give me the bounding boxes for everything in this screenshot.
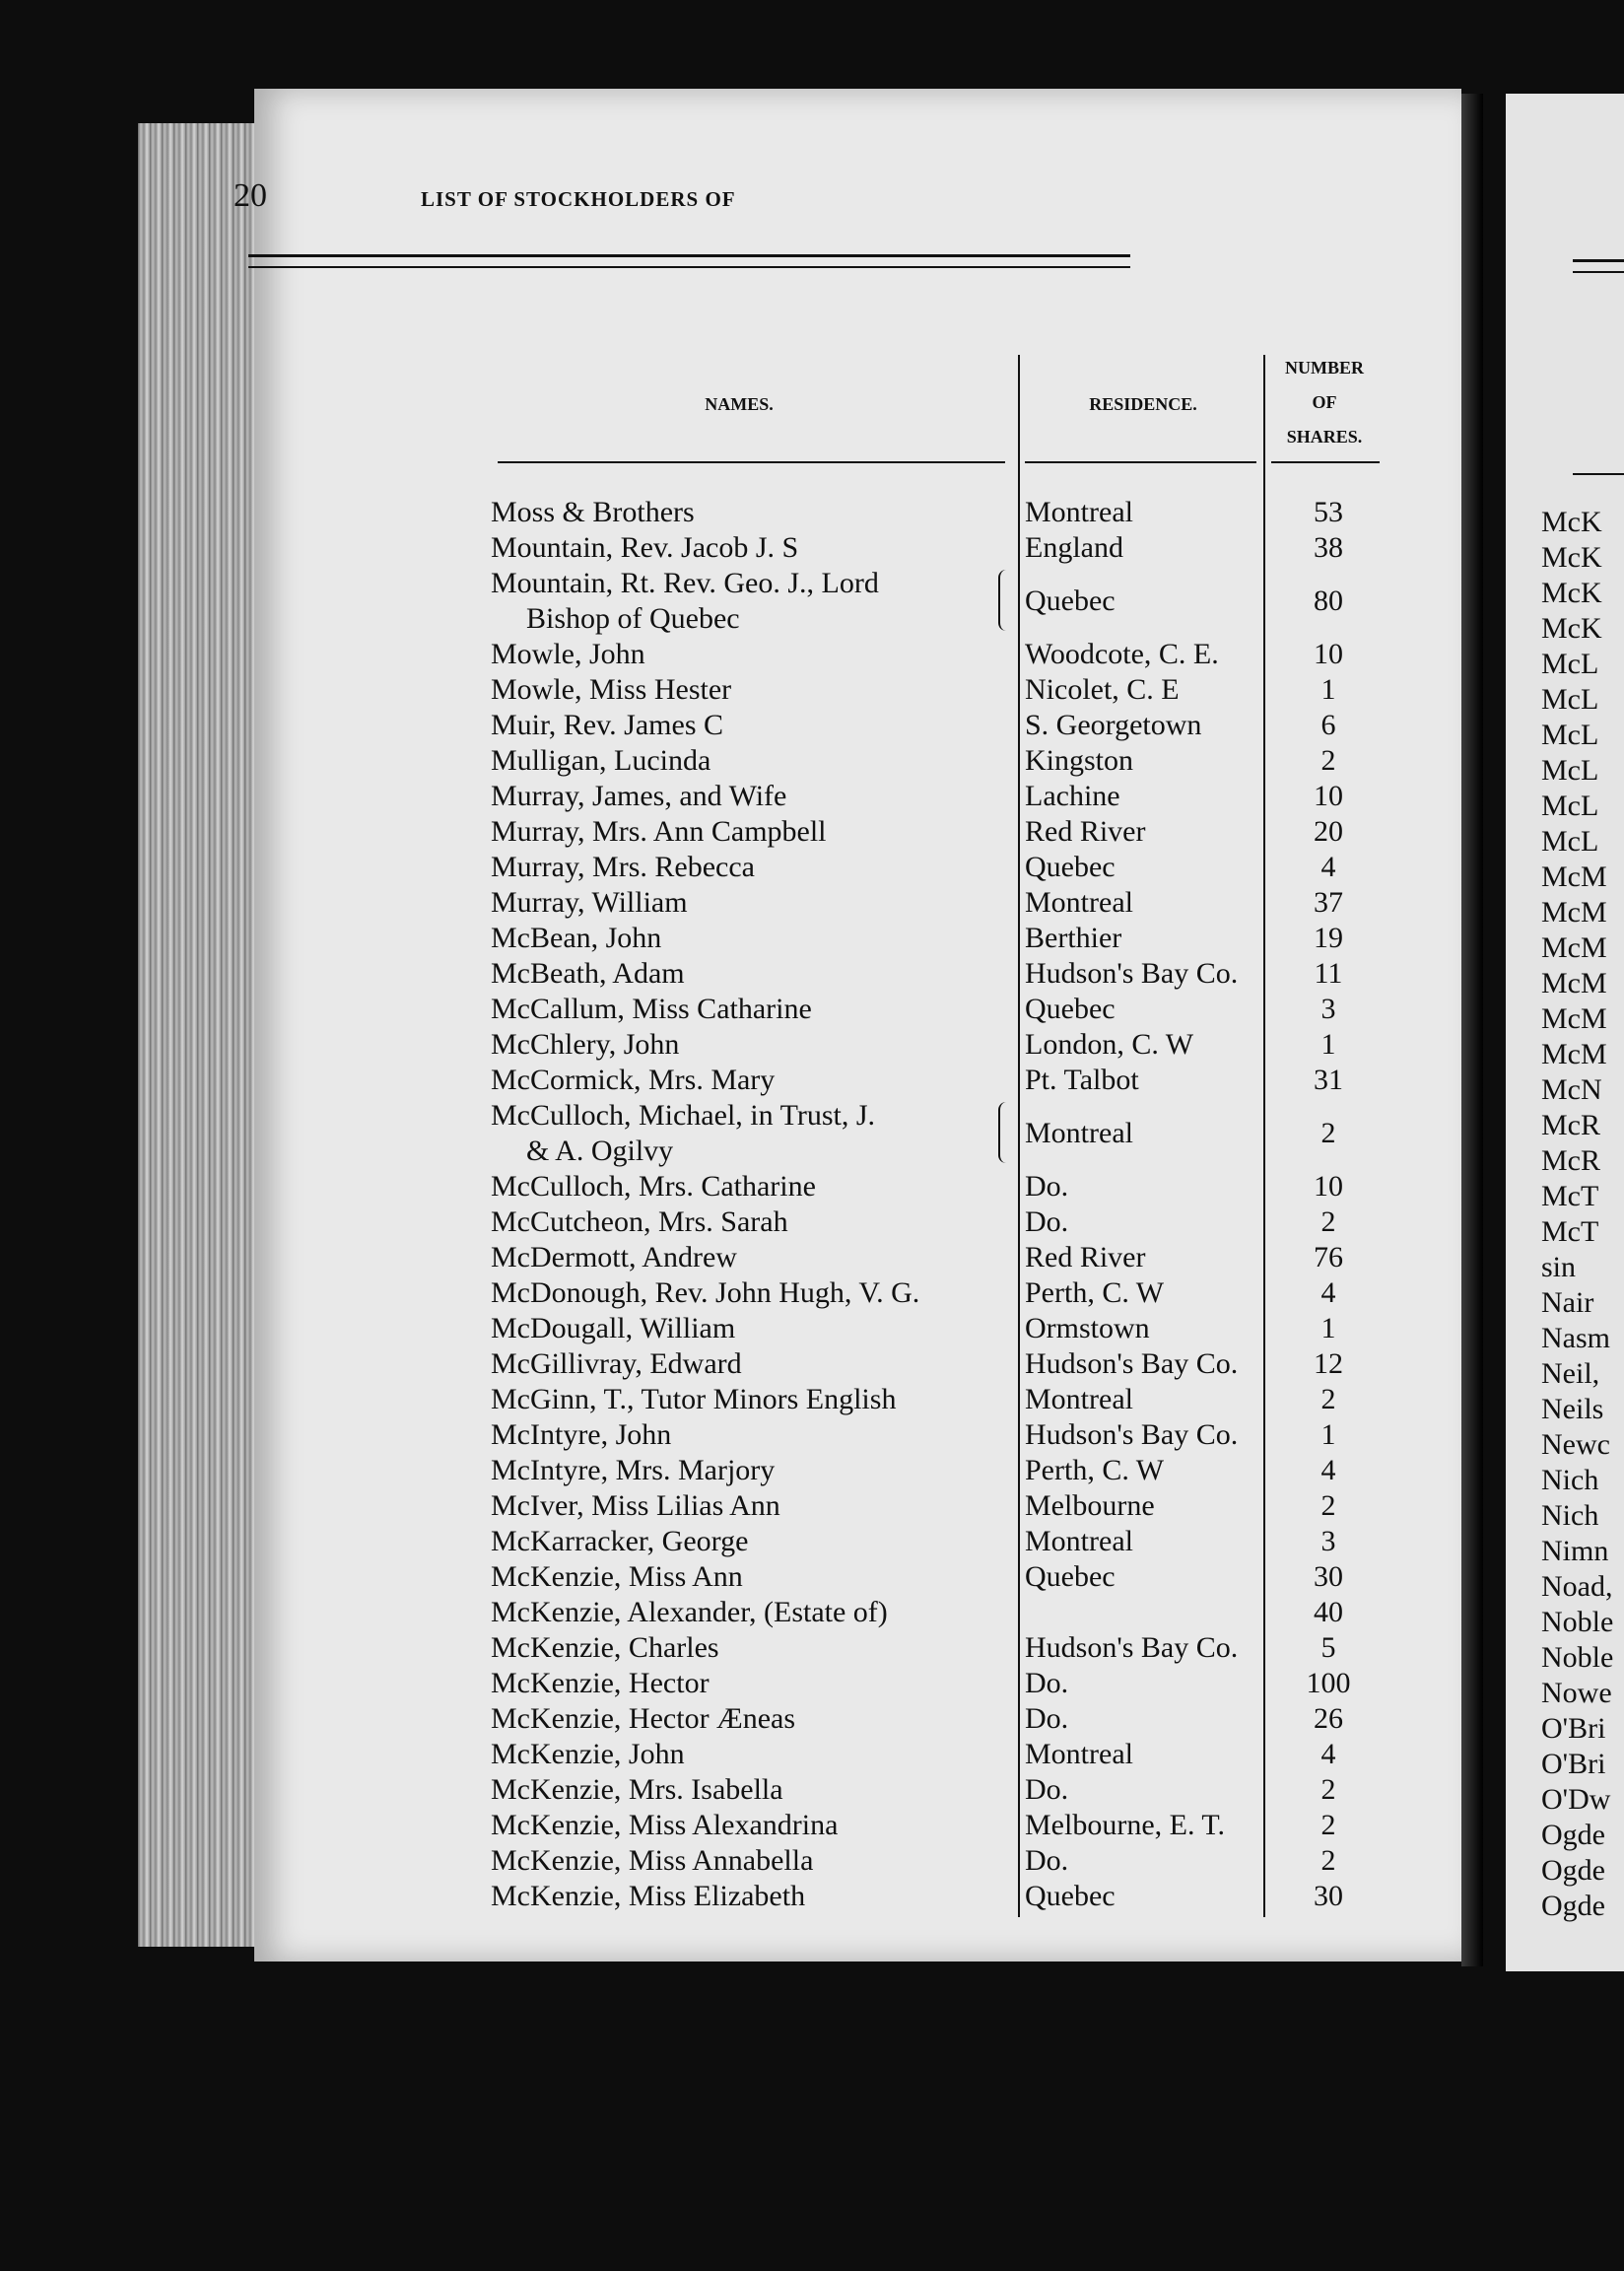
adjacent-name-fragment: Nich — [1541, 1499, 1599, 1532]
adjacent-name-fragment: McK — [1541, 612, 1602, 645]
stockholder-name — [491, 1843, 1013, 1879]
table-row — [491, 1098, 1387, 1169]
names-header-underline — [498, 461, 1005, 463]
stockholder-name — [491, 566, 1013, 637]
stockholder-residence: Hudson's Bay Co. — [1025, 1631, 1239, 1664]
book-page-edges — [138, 123, 256, 1947]
shares-header-underline — [1271, 461, 1380, 463]
table-row — [491, 637, 1387, 672]
adjacent-name-fragment: McT — [1541, 1180, 1599, 1212]
adjacent-name-fragment: McM — [1541, 1038, 1607, 1070]
stockholder-name-line: & A. Ogilvy — [526, 1135, 674, 1167]
adjacent-name-fragment: Ogde — [1541, 1890, 1605, 1922]
stockholder-residence: Melbourne — [1025, 1489, 1155, 1522]
adjacent-name-fragment: O'Bri — [1541, 1712, 1606, 1745]
stockholder-name — [491, 743, 1013, 779]
table-row — [491, 1559, 1387, 1595]
table-row — [491, 1453, 1387, 1488]
table-row — [491, 1737, 1387, 1772]
stockholder-name — [491, 1169, 1013, 1204]
adjacent-name-fragment: Nasm — [1541, 1322, 1610, 1354]
table-row — [491, 1879, 1387, 1914]
stockholder-residence: Do. — [1025, 1844, 1069, 1877]
stockholder-name-line: Mountain, Rt. Rev. Geo. J., Lord — [491, 567, 879, 599]
stockholder-name — [491, 992, 1013, 1027]
table-row — [491, 1063, 1387, 1098]
stockholder-name-line: Moss & Brothers — [491, 496, 695, 528]
adjacent-name-fragment: McT — [1541, 1215, 1599, 1248]
table-row — [491, 1311, 1387, 1346]
stockholder-residence: Perth, C. W — [1025, 1454, 1165, 1486]
stockholder-name-line: Murray, William — [491, 886, 688, 919]
table-row — [491, 1808, 1387, 1843]
table-row — [491, 850, 1387, 885]
table-row — [491, 1630, 1387, 1666]
table-row — [491, 779, 1387, 814]
stockholder-name-line: McDermott, Andrew — [491, 1241, 737, 1273]
stockholder-residence: Quebec — [1025, 851, 1116, 883]
stockholder-residence: Quebec — [1025, 1560, 1116, 1593]
stockholder-name — [491, 1559, 1013, 1595]
stockholder-shares: 30 — [1314, 1560, 1343, 1593]
adjacent-name-fragment: Ogde — [1541, 1819, 1605, 1851]
stockholder-residence: Perth, C. W — [1025, 1276, 1165, 1309]
stockholder-shares: 2 — [1320, 1844, 1336, 1877]
stockholder-shares: 20 — [1314, 815, 1343, 848]
stockholder-name-line: McKenzie, Miss Ann — [491, 1560, 743, 1593]
adjacent-name-fragment: Ogde — [1541, 1854, 1605, 1887]
adjacent-name-fragment: Nowe — [1541, 1677, 1612, 1709]
stockholder-shares: 1 — [1320, 673, 1336, 706]
stockholder-shares: 38 — [1314, 531, 1343, 564]
stockholder-name — [491, 1701, 1013, 1737]
adjacent-name-fragment: Neils — [1541, 1393, 1604, 1425]
table-row — [491, 566, 1387, 637]
stockholder-name-line: McIntyre, John — [491, 1418, 672, 1451]
stockholder-shares: 2 — [1320, 1117, 1336, 1149]
stockholder-name-line: McKenzie, Alexander, (Estate of) — [491, 1596, 888, 1628]
stockholder-name — [491, 1311, 1013, 1346]
stockholder-name-line: Mowle, Miss Hester — [491, 673, 732, 706]
stockholder-name — [491, 708, 1013, 743]
stockholder-shares: 100 — [1306, 1667, 1351, 1699]
stockholder-residence: Woodcote, C. E. — [1025, 638, 1219, 670]
adjacent-name-fragment: Nich — [1541, 1464, 1599, 1496]
table-row — [491, 1346, 1387, 1382]
adjacent-name-fragment: McL — [1541, 790, 1599, 822]
stockholder-name-line: McCallum, Miss Catharine — [491, 993, 812, 1025]
table-row — [491, 1843, 1387, 1879]
stockholder-residence: Do. — [1025, 1667, 1069, 1699]
stockholder-name-line: Murray, Mrs. Ann Campbell — [491, 815, 827, 848]
stockholder-name-line: Muir, Rev. James C — [491, 709, 724, 741]
stockholder-name-line: McKenzie, Mrs. Isabella — [491, 1773, 783, 1806]
stockholder-name — [491, 1666, 1013, 1701]
residence-header-underline — [1025, 461, 1256, 463]
stockholder-residence: Red River — [1025, 1241, 1146, 1273]
adjacent-page-names — [1541, 505, 1613, 1924]
stockholder-residence: Montreal — [1025, 496, 1133, 528]
stockholder-residence: Do. — [1025, 1702, 1069, 1735]
stockholder-name-line: McDougall, William — [491, 1312, 736, 1344]
table-row — [491, 1382, 1387, 1417]
table-row — [491, 992, 1387, 1027]
stockholder-name — [491, 1204, 1013, 1240]
stockholder-name — [491, 1595, 1013, 1630]
header-double-rule — [248, 254, 1130, 268]
stockholder-name-line: McCulloch, Mrs. Catharine — [491, 1170, 816, 1203]
stockholder-name — [491, 885, 1013, 921]
stockholder-name — [491, 530, 1013, 566]
stockholder-name-line: McKarracker, George — [491, 1525, 749, 1557]
stockholder-shares: 2 — [1320, 744, 1336, 777]
stockholder-shares: 31 — [1314, 1064, 1343, 1096]
stockholder-name-line: Murray, James, and Wife — [491, 780, 787, 812]
stockholder-residence: Montreal — [1025, 886, 1133, 919]
stockholder-shares: 30 — [1314, 1880, 1343, 1912]
table-row — [491, 1417, 1387, 1453]
stockholder-residence: Do. — [1025, 1170, 1069, 1203]
table-row — [491, 1701, 1387, 1737]
stockholder-name-line: McKenzie, Charles — [491, 1631, 719, 1664]
stockholder-name-line: McKenzie, Miss Alexandrina — [491, 1809, 839, 1841]
adjacent-name-fragment: McR — [1541, 1109, 1600, 1141]
adjacent-page-rule — [1573, 259, 1624, 273]
stockholder-shares: 6 — [1320, 709, 1336, 741]
table-row — [491, 1666, 1387, 1701]
column-header-shares-line3: SHARES. — [1286, 427, 1363, 447]
stockholder-name — [491, 921, 1013, 956]
table-row — [491, 1027, 1387, 1063]
adjacent-name-fragment: McR — [1541, 1144, 1600, 1177]
stockholder-shares: 2 — [1320, 1773, 1336, 1806]
stockholder-name — [491, 1453, 1013, 1488]
stockholder-name — [491, 1382, 1013, 1417]
stockholder-name — [491, 1275, 1013, 1311]
stockholder-name — [491, 1240, 1013, 1275]
gutter-shadow — [1461, 94, 1483, 1966]
stockholder-name — [491, 1737, 1013, 1772]
stockholder-name — [491, 850, 1013, 885]
stockholder-residence: Montreal — [1025, 1738, 1133, 1770]
stockholder-name-line: Mowle, John — [491, 638, 645, 670]
adjacent-name-fragment: Nair — [1541, 1286, 1594, 1319]
adjacent-name-fragment: McM — [1541, 967, 1607, 999]
stockholder-name-line: Bishop of Quebec — [526, 602, 740, 635]
adjacent-name-fragment: Neil, — [1541, 1357, 1600, 1390]
stockholder-name — [491, 1524, 1013, 1559]
table-row — [491, 672, 1387, 708]
adjacent-name-fragment: McL — [1541, 754, 1599, 787]
table-row — [491, 814, 1387, 850]
stockholder-name — [491, 814, 1013, 850]
stockholder-name-line: McCulloch, Michael, in Trust, J. — [491, 1099, 876, 1132]
adjacent-name-fragment: Noble — [1541, 1641, 1614, 1674]
stockholder-name-line: McBeath, Adam — [491, 957, 685, 990]
stockholder-shares: 4 — [1320, 1738, 1336, 1770]
adjacent-name-fragment: McK — [1541, 541, 1602, 574]
table-row — [491, 956, 1387, 992]
stockholder-name-line: McIntyre, Mrs. Marjory — [491, 1454, 776, 1486]
table-row — [491, 921, 1387, 956]
stockholder-shares: 10 — [1314, 1170, 1343, 1203]
stockholder-residence: Quebec — [1025, 1880, 1116, 1912]
adjacent-name-fragment: O'Bri — [1541, 1748, 1606, 1780]
stockholder-name-line: McKenzie, Miss Elizabeth — [491, 1880, 806, 1912]
table-row — [491, 1772, 1387, 1808]
stockholder-residence: London, C. W — [1025, 1028, 1194, 1061]
page-title: LIST OF STOCKHOLDERS OF — [421, 187, 736, 211]
column-header-shares-line1: NUMBER — [1285, 358, 1364, 378]
stockholder-shares: 2 — [1320, 1809, 1336, 1841]
stockholder-name-line: McGillivray, Edward — [491, 1347, 742, 1380]
stockholder-name-line: McBean, John — [491, 922, 662, 954]
stockholder-name — [491, 779, 1013, 814]
stockholder-residence: Red River — [1025, 815, 1146, 848]
adjacent-name-fragment: McM — [1541, 931, 1607, 964]
stockholder-name — [491, 637, 1013, 672]
stockholder-name-line: Mulligan, Lucinda — [491, 744, 711, 777]
stockholder-residence: Hudson's Bay Co. — [1025, 1347, 1239, 1380]
stockholder-name-line: McChlery, John — [491, 1028, 680, 1061]
stockholder-shares: 12 — [1314, 1347, 1343, 1380]
table-row — [491, 1240, 1387, 1275]
column-header-names: NAMES. — [705, 394, 774, 414]
stockholder-name-line: McKenzie, Miss Annabella — [491, 1844, 814, 1877]
stockholder-shares: 3 — [1320, 993, 1336, 1025]
adjacent-name-fragment: McM — [1541, 896, 1607, 929]
stockholder-name — [491, 1808, 1013, 1843]
stockholder-shares: 1 — [1320, 1028, 1336, 1061]
stockholder-residence: Lachine — [1025, 780, 1120, 812]
adjacent-name-fragment: McL — [1541, 683, 1599, 716]
stockholder-shares: 4 — [1320, 851, 1336, 883]
table-row — [491, 708, 1387, 743]
stockholder-name-line: Mountain, Rev. Jacob J. S — [491, 531, 799, 564]
stockholder-residence: Do. — [1025, 1773, 1069, 1806]
table-row — [491, 1595, 1387, 1630]
stockholder-name — [491, 1488, 1013, 1524]
table-row — [491, 885, 1387, 921]
stockholder-residence: Melbourne, E. T. — [1025, 1809, 1226, 1841]
stockholder-shares: 80 — [1314, 585, 1343, 617]
stockholder-name-line: Murray, Mrs. Rebecca — [491, 851, 755, 883]
stockholder-residence: Quebec — [1025, 993, 1116, 1025]
stockholder-residence: Do. — [1025, 1205, 1069, 1238]
stockholder-shares: 2 — [1320, 1489, 1336, 1522]
stockholder-name-line: McGinn, T., Tutor Minors English — [491, 1383, 897, 1415]
stockholder-shares: 40 — [1314, 1596, 1343, 1628]
adjacent-name-fragment: McK — [1541, 577, 1602, 609]
adjacent-name-fragment: McL — [1541, 825, 1599, 858]
stockholder-residence: England — [1025, 531, 1123, 564]
table-row — [491, 1524, 1387, 1559]
stockholder-name-line: McKenzie, Hector Æneas — [491, 1702, 796, 1735]
stockholder-table — [491, 495, 1387, 1914]
adjacent-name-fragment: Noad, — [1541, 1570, 1613, 1603]
stockholder-residence: Pt. Talbot — [1025, 1064, 1139, 1096]
stockholder-name — [491, 1630, 1013, 1666]
adjacent-name-fragment: McM — [1541, 860, 1607, 893]
table-row — [491, 495, 1387, 530]
stockholder-shares: 1 — [1320, 1418, 1336, 1451]
stockholder-residence: Hudson's Bay Co. — [1025, 957, 1239, 990]
table-row — [491, 1204, 1387, 1240]
stockholder-residence: Kingston — [1025, 744, 1134, 777]
stockholder-shares: 76 — [1314, 1241, 1343, 1273]
stockholder-name — [491, 1346, 1013, 1382]
adjacent-page-subrule — [1573, 473, 1624, 475]
stockholder-name — [491, 1879, 1013, 1914]
stockholder-shares: 19 — [1314, 922, 1343, 954]
stockholder-shares: 4 — [1320, 1276, 1336, 1309]
running-head — [234, 177, 1120, 227]
stockholder-shares: 37 — [1314, 886, 1343, 919]
table-row — [491, 743, 1387, 779]
stockholder-name-line: McKenzie, John — [491, 1738, 685, 1770]
adjacent-name-fragment: O'Dw — [1541, 1783, 1611, 1816]
stockholder-shares: 10 — [1314, 638, 1343, 670]
stockholder-name — [491, 672, 1013, 708]
stockholder-shares: 3 — [1320, 1525, 1336, 1557]
stockholder-residence: Ormstown — [1025, 1312, 1150, 1344]
column-header-shares-line2: OF — [1312, 392, 1337, 412]
adjacent-name-fragment: McN — [1541, 1073, 1602, 1106]
stockholder-shares: 5 — [1320, 1631, 1336, 1664]
stockholder-residence: Nicolet, C. E — [1025, 673, 1180, 706]
adjacent-name-fragment: McL — [1541, 648, 1599, 680]
stockholder-shares: 2 — [1320, 1383, 1336, 1415]
stockholder-residence: Quebec — [1025, 585, 1116, 617]
stockholder-residence: Montreal — [1025, 1117, 1133, 1149]
table-row — [491, 530, 1387, 566]
page-number: 20 — [234, 177, 267, 214]
stockholder-shares: 26 — [1314, 1702, 1343, 1735]
stockholder-shares: 10 — [1314, 780, 1343, 812]
table-row — [491, 1169, 1387, 1204]
stockholder-residence: Hudson's Bay Co. — [1025, 1418, 1239, 1451]
stockholder-residence: Montreal — [1025, 1525, 1133, 1557]
stockholder-shares: 11 — [1314, 957, 1343, 990]
stockholder-name-line: McIver, Miss Lilias Ann — [491, 1489, 780, 1522]
stockholder-name — [491, 1027, 1013, 1063]
adjacent-name-fragment: Newc — [1541, 1428, 1610, 1461]
stockholder-name-line: McCormick, Mrs. Mary — [491, 1064, 776, 1096]
table-row — [491, 1275, 1387, 1311]
stockholder-name-line: McKenzie, Hector — [491, 1667, 710, 1699]
stockholder-name — [491, 1772, 1013, 1808]
stockholder-residence: S. Georgetown — [1025, 709, 1202, 741]
stockholder-name — [491, 956, 1013, 992]
stockholder-shares: 2 — [1320, 1205, 1336, 1238]
adjacent-name-fragment: Nimn — [1541, 1535, 1609, 1567]
adjacent-name-fragment: McL — [1541, 719, 1599, 751]
stockholder-name — [491, 1063, 1013, 1098]
table-row — [491, 1488, 1387, 1524]
stockholder-shares: 4 — [1320, 1454, 1336, 1486]
adjacent-name-fragment: Noble — [1541, 1606, 1614, 1638]
stockholder-name-line: McCutcheon, Mrs. Sarah — [491, 1205, 788, 1238]
adjacent-name-fragment: sin — [1541, 1251, 1577, 1283]
stockholder-residence: Berthier — [1025, 922, 1122, 954]
adjacent-name-fragment: McK — [1541, 506, 1602, 538]
stockholder-name — [491, 1098, 1013, 1169]
stockholder-shares: 1 — [1320, 1312, 1336, 1344]
stockholder-name — [491, 495, 1013, 530]
stockholder-residence: Montreal — [1025, 1383, 1133, 1415]
column-header-residence: RESIDENCE. — [1089, 394, 1197, 414]
adjacent-name-fragment: McM — [1541, 1002, 1607, 1035]
stockholder-name — [491, 1417, 1013, 1453]
stockholder-name-line: McDonough, Rev. John Hugh, V. G. — [491, 1276, 920, 1309]
stockholder-shares: 53 — [1314, 496, 1343, 528]
